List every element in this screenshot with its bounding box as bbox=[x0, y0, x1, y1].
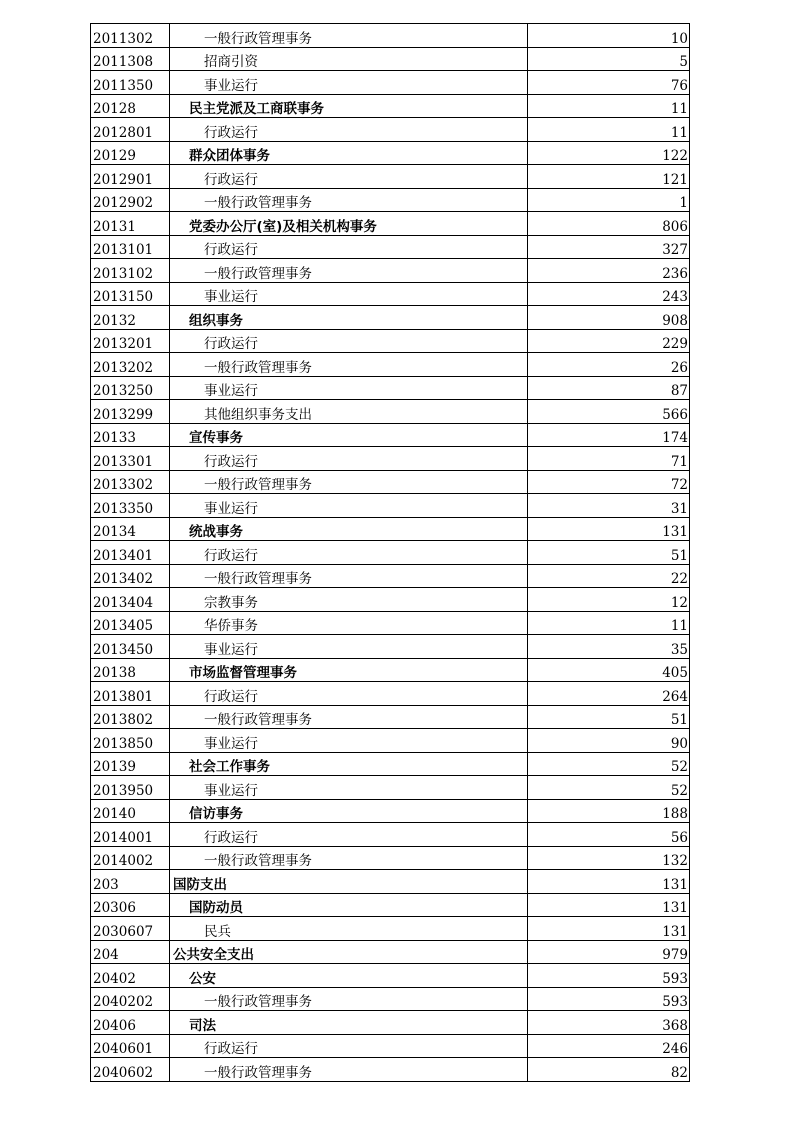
amount-cell: 52 bbox=[528, 776, 690, 800]
table-row bbox=[91, 564, 690, 588]
subject-name-cell: 司法 bbox=[170, 1011, 528, 1035]
amount-cell: 908 bbox=[528, 306, 690, 330]
subject-name-cell: 信访事务 bbox=[170, 799, 528, 823]
table-row bbox=[91, 846, 690, 870]
amount-cell: 1 bbox=[528, 188, 690, 212]
table-row bbox=[91, 71, 690, 95]
subject-code-cell: 20133 bbox=[91, 423, 170, 447]
subject-code-cell: 20134 bbox=[91, 517, 170, 541]
amount-cell: 131 bbox=[528, 893, 690, 917]
subject-name-cell: 行政运行 bbox=[170, 1034, 528, 1058]
table-row bbox=[91, 494, 690, 518]
subject-code-cell: 2040602 bbox=[91, 1058, 170, 1082]
amount-cell: 264 bbox=[528, 682, 690, 706]
amount-cell: 87 bbox=[528, 376, 690, 400]
table-row bbox=[91, 118, 690, 142]
subject-code-cell: 20140 bbox=[91, 799, 170, 823]
amount-cell: 327 bbox=[528, 235, 690, 259]
subject-code-cell: 20406 bbox=[91, 1011, 170, 1035]
amount-cell: 236 bbox=[528, 259, 690, 283]
subject-code-cell: 2013201 bbox=[91, 329, 170, 353]
subject-code-cell: 2030607 bbox=[91, 917, 170, 941]
subject-code-cell: 2013301 bbox=[91, 447, 170, 471]
table-row bbox=[91, 917, 690, 941]
subject-name-cell: 行政运行 bbox=[170, 541, 528, 565]
subject-name-cell: 国防支出 bbox=[170, 870, 528, 894]
table-row bbox=[91, 212, 690, 236]
subject-name-cell: 一般行政管理事务 bbox=[170, 24, 528, 48]
subject-name-cell: 民主党派及工商联事务 bbox=[170, 94, 528, 118]
amount-cell: 121 bbox=[528, 165, 690, 189]
amount-cell: 11 bbox=[528, 118, 690, 142]
amount-cell: 35 bbox=[528, 635, 690, 659]
subject-code-cell: 2014002 bbox=[91, 846, 170, 870]
subject-name-cell: 公共安全支出 bbox=[170, 940, 528, 964]
subject-code-cell: 2012902 bbox=[91, 188, 170, 212]
subject-name-cell: 一般行政管理事务 bbox=[170, 1058, 528, 1082]
table-row bbox=[91, 987, 690, 1011]
subject-code-cell: 2013101 bbox=[91, 235, 170, 259]
budget-expenditure-table bbox=[90, 23, 690, 1082]
subject-name-cell: 事业运行 bbox=[170, 776, 528, 800]
amount-cell: 51 bbox=[528, 541, 690, 565]
table-row bbox=[91, 282, 690, 306]
subject-code-cell: 20402 bbox=[91, 964, 170, 988]
amount-cell: 10 bbox=[528, 24, 690, 48]
subject-code-cell: 2013402 bbox=[91, 564, 170, 588]
amount-cell: 122 bbox=[528, 141, 690, 165]
table-row bbox=[91, 658, 690, 682]
subject-name-cell: 事业运行 bbox=[170, 729, 528, 753]
subject-code-cell: 20306 bbox=[91, 893, 170, 917]
subject-name-cell: 一般行政管理事务 bbox=[170, 564, 528, 588]
amount-cell: 566 bbox=[528, 400, 690, 424]
table-row bbox=[91, 141, 690, 165]
subject-code-cell: 20132 bbox=[91, 306, 170, 330]
amount-cell: 131 bbox=[528, 870, 690, 894]
subject-code-cell: 2013202 bbox=[91, 353, 170, 377]
table-row bbox=[91, 259, 690, 283]
subject-code-cell: 203 bbox=[91, 870, 170, 894]
table-row bbox=[91, 353, 690, 377]
subject-name-cell: 一般行政管理事务 bbox=[170, 353, 528, 377]
table-row bbox=[91, 588, 690, 612]
subject-name-cell: 行政运行 bbox=[170, 235, 528, 259]
subject-name-cell: 事业运行 bbox=[170, 71, 528, 95]
amount-cell: 31 bbox=[528, 494, 690, 518]
subject-name-cell: 行政运行 bbox=[170, 165, 528, 189]
subject-code-cell: 2013150 bbox=[91, 282, 170, 306]
subject-name-cell: 华侨事务 bbox=[170, 611, 528, 635]
subject-name-cell: 宗教事务 bbox=[170, 588, 528, 612]
table-row bbox=[91, 799, 690, 823]
amount-cell: 246 bbox=[528, 1034, 690, 1058]
table-row bbox=[91, 447, 690, 471]
table-row bbox=[91, 541, 690, 565]
subject-name-cell: 行政运行 bbox=[170, 823, 528, 847]
table-row bbox=[91, 1058, 690, 1082]
subject-code-cell: 2013801 bbox=[91, 682, 170, 706]
amount-cell: 131 bbox=[528, 917, 690, 941]
amount-cell: 52 bbox=[528, 752, 690, 776]
subject-name-cell: 一般行政管理事务 bbox=[170, 188, 528, 212]
table-row bbox=[91, 329, 690, 353]
amount-cell: 131 bbox=[528, 517, 690, 541]
subject-name-cell: 行政运行 bbox=[170, 447, 528, 471]
subject-name-cell: 宣传事务 bbox=[170, 423, 528, 447]
table-row bbox=[91, 165, 690, 189]
subject-code-cell: 20138 bbox=[91, 658, 170, 682]
table-row bbox=[91, 682, 690, 706]
subject-code-cell: 2013950 bbox=[91, 776, 170, 800]
amount-cell: 5 bbox=[528, 47, 690, 71]
amount-cell: 12 bbox=[528, 588, 690, 612]
subject-code-cell: 20129 bbox=[91, 141, 170, 165]
subject-code-cell: 2013350 bbox=[91, 494, 170, 518]
amount-cell: 11 bbox=[528, 94, 690, 118]
subject-code-cell: 2011302 bbox=[91, 24, 170, 48]
subject-name-cell: 社会工作事务 bbox=[170, 752, 528, 776]
amount-cell: 593 bbox=[528, 987, 690, 1011]
subject-name-cell: 行政运行 bbox=[170, 118, 528, 142]
subject-name-cell: 事业运行 bbox=[170, 376, 528, 400]
subject-code-cell: 2011350 bbox=[91, 71, 170, 95]
subject-name-cell: 一般行政管理事务 bbox=[170, 259, 528, 283]
table-body bbox=[91, 24, 690, 1082]
table-row bbox=[91, 517, 690, 541]
amount-cell: 26 bbox=[528, 353, 690, 377]
amount-cell: 405 bbox=[528, 658, 690, 682]
table-row bbox=[91, 1034, 690, 1058]
table-row bbox=[91, 470, 690, 494]
table-row bbox=[91, 1011, 690, 1035]
subject-code-cell: 2040202 bbox=[91, 987, 170, 1011]
amount-cell: 22 bbox=[528, 564, 690, 588]
amount-cell: 593 bbox=[528, 964, 690, 988]
table-row bbox=[91, 306, 690, 330]
subject-name-cell: 事业运行 bbox=[170, 635, 528, 659]
table-row bbox=[91, 870, 690, 894]
amount-cell: 368 bbox=[528, 1011, 690, 1035]
amount-cell: 71 bbox=[528, 447, 690, 471]
amount-cell: 229 bbox=[528, 329, 690, 353]
subject-name-cell: 国防动员 bbox=[170, 893, 528, 917]
subject-code-cell: 2012901 bbox=[91, 165, 170, 189]
table-row bbox=[91, 47, 690, 71]
table-row bbox=[91, 188, 690, 212]
subject-code-cell: 2040601 bbox=[91, 1034, 170, 1058]
table-row bbox=[91, 235, 690, 259]
subject-name-cell: 统战事务 bbox=[170, 517, 528, 541]
table-row bbox=[91, 729, 690, 753]
subject-code-cell: 2013404 bbox=[91, 588, 170, 612]
table-row bbox=[91, 964, 690, 988]
subject-name-cell: 党委办公厅(室)及相关机构事务 bbox=[170, 212, 528, 236]
subject-name-cell: 组织事务 bbox=[170, 306, 528, 330]
table-row bbox=[91, 24, 690, 48]
subject-name-cell: 一般行政管理事务 bbox=[170, 987, 528, 1011]
subject-name-cell: 一般行政管理事务 bbox=[170, 846, 528, 870]
amount-cell: 76 bbox=[528, 71, 690, 95]
amount-cell: 174 bbox=[528, 423, 690, 447]
amount-cell: 56 bbox=[528, 823, 690, 847]
subject-name-cell: 事业运行 bbox=[170, 494, 528, 518]
subject-name-cell: 招商引资 bbox=[170, 47, 528, 71]
table-row bbox=[91, 423, 690, 447]
subject-code-cell: 2013250 bbox=[91, 376, 170, 400]
subject-code-cell: 20139 bbox=[91, 752, 170, 776]
subject-code-cell: 2013802 bbox=[91, 705, 170, 729]
subject-name-cell: 公安 bbox=[170, 964, 528, 988]
amount-cell: 806 bbox=[528, 212, 690, 236]
subject-code-cell: 2013299 bbox=[91, 400, 170, 424]
subject-name-cell: 一般行政管理事务 bbox=[170, 470, 528, 494]
table-row bbox=[91, 611, 690, 635]
subject-code-cell: 204 bbox=[91, 940, 170, 964]
subject-code-cell: 2014001 bbox=[91, 823, 170, 847]
amount-cell: 90 bbox=[528, 729, 690, 753]
subject-code-cell: 2013850 bbox=[91, 729, 170, 753]
amount-cell: 188 bbox=[528, 799, 690, 823]
subject-name-cell: 一般行政管理事务 bbox=[170, 705, 528, 729]
subject-name-cell: 其他组织事务支出 bbox=[170, 400, 528, 424]
subject-code-cell: 20131 bbox=[91, 212, 170, 236]
table-row bbox=[91, 776, 690, 800]
table-row bbox=[91, 893, 690, 917]
amount-cell: 132 bbox=[528, 846, 690, 870]
table-row bbox=[91, 705, 690, 729]
subject-name-cell: 行政运行 bbox=[170, 682, 528, 706]
subject-code-cell: 2013102 bbox=[91, 259, 170, 283]
subject-code-cell: 2012801 bbox=[91, 118, 170, 142]
subject-code-cell: 20128 bbox=[91, 94, 170, 118]
table-row bbox=[91, 940, 690, 964]
table-row bbox=[91, 752, 690, 776]
subject-name-cell: 群众团体事务 bbox=[170, 141, 528, 165]
subject-name-cell: 事业运行 bbox=[170, 282, 528, 306]
subject-code-cell: 2013405 bbox=[91, 611, 170, 635]
subject-code-cell: 2013450 bbox=[91, 635, 170, 659]
table-row bbox=[91, 94, 690, 118]
subject-name-cell: 行政运行 bbox=[170, 329, 528, 353]
amount-cell: 72 bbox=[528, 470, 690, 494]
amount-cell: 11 bbox=[528, 611, 690, 635]
subject-code-cell: 2013302 bbox=[91, 470, 170, 494]
table-row bbox=[91, 400, 690, 424]
subject-name-cell: 民兵 bbox=[170, 917, 528, 941]
subject-name-cell: 市场监督管理事务 bbox=[170, 658, 528, 682]
amount-cell: 979 bbox=[528, 940, 690, 964]
amount-cell: 243 bbox=[528, 282, 690, 306]
table-row bbox=[91, 635, 690, 659]
amount-cell: 51 bbox=[528, 705, 690, 729]
subject-code-cell: 2013401 bbox=[91, 541, 170, 565]
table-row bbox=[91, 376, 690, 400]
amount-cell: 82 bbox=[528, 1058, 690, 1082]
table-row bbox=[91, 823, 690, 847]
subject-code-cell: 2011308 bbox=[91, 47, 170, 71]
